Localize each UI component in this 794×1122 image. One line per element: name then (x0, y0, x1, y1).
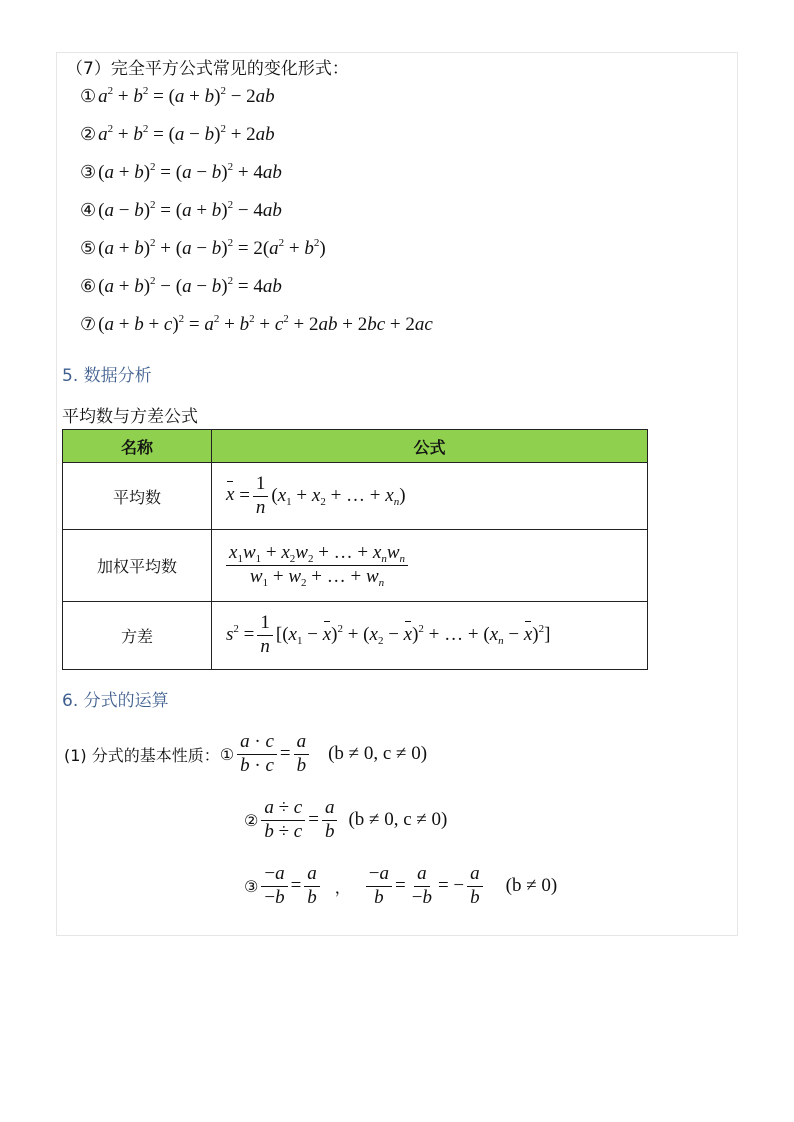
table-row-weighted-mean (63, 530, 648, 602)
mean-formula: x = $\frac{1}{n}$ ($x_1 + x_2$ + … + $x_n$) (212, 463, 648, 530)
formula-3: ③ $(a + b)^2 = (a - b)^2 + 4ab$ (80, 161, 282, 183)
variance-formula: $s^2$ = $\frac{1}{n}$ [$(x_1 - x)^2 + (x_2 - x)^2$ + … + $(x_n - x)^2$] (212, 602, 648, 670)
condition-1: (b ≠ 0, c ≠ 0) (328, 743, 428, 764)
section-6-heading: 6. 分式的运算 (62, 691, 169, 711)
condition-3: (b ≠ 0) (505, 875, 558, 896)
table-header-row (63, 430, 648, 463)
formula-4: ④ $(a - b)^2 = (a + b)^2 - 4ab$ (80, 199, 282, 221)
property-label: (1) 分式的基本性质： (64, 745, 220, 765)
formula-marker: ⑥ (80, 276, 97, 297)
table-row-variance (63, 602, 648, 670)
formula-marker: ⑤ (80, 238, 97, 259)
table-caption: 平均数与方差公式 (62, 407, 198, 427)
weighted-mean-formula: $\frac{x_1w_1 + x_2w_2 + \dots + x_nw_n}{w_1 + w_2 + \dots + w_n}$ (212, 530, 648, 602)
property-marker: ② (244, 810, 259, 830)
formula-7: ⑦ $(a + b + c)^2 = a^2 + b^2 + c^2 + 2ab + 2bc + 2ac$ (80, 313, 433, 335)
formula-5: ⑤ $(a + b)^2 + (a - b)^2 = 2(a^2 + b^2)$ (80, 237, 326, 259)
formula-2: ② $a^2 + b^2 = (a - b)^2 + 2ab$ (80, 123, 275, 145)
fraction-property-3: ③ $\frac{-a}{-b}$ = $\frac{a}{b}$ ， $\frac{-a}{b}$ = $\frac{a}{-b}$ = − $\frac{a}{b}$ (b ≠ 0) (244, 862, 558, 908)
column-header-formula: 公式 (212, 430, 648, 463)
formula-marker: ① (80, 86, 97, 107)
formula-marker: ③ (80, 162, 97, 183)
formula-6: ⑥ $(a + b)^2 - (a - b)^2 = 4ab$ (80, 275, 282, 297)
separator: ， (334, 877, 351, 897)
formula-marker: ② (80, 124, 97, 145)
table-row-mean (63, 463, 648, 530)
property-marker: ③ (244, 876, 259, 896)
formula-marker: ⑦ (80, 314, 97, 335)
fraction-property-1: (1) 分式的基本性质： ① $\frac{a \cdot c}{b \cdot c}$ = $\frac{a}{b}$ (b ≠ 0, c ≠ 0) (64, 730, 428, 776)
property-marker: ① (219, 744, 235, 764)
formula-marker: ④ (80, 200, 97, 221)
row-name: 加权平均数 (63, 530, 212, 602)
row-name: 方差 (63, 602, 212, 670)
column-header-name: 名称 (63, 430, 212, 463)
statistics-table (62, 429, 648, 670)
fraction-property-2: ② $\frac{a \div c}{b \div c}$ = $\frac{a}{b}$ (b ≠ 0, c ≠ 0) (244, 796, 448, 842)
section-7-title: （7）完全平方公式常见的变化形式： (66, 59, 349, 79)
row-name: 平均数 (63, 463, 212, 530)
condition-2: (b ≠ 0, c ≠ 0) (348, 809, 448, 830)
section-5-heading: 5. 数据分析 (62, 366, 152, 386)
formula-1: ① $a^2 + b^2 = (a + b)^2 - 2ab$ (80, 85, 275, 107)
